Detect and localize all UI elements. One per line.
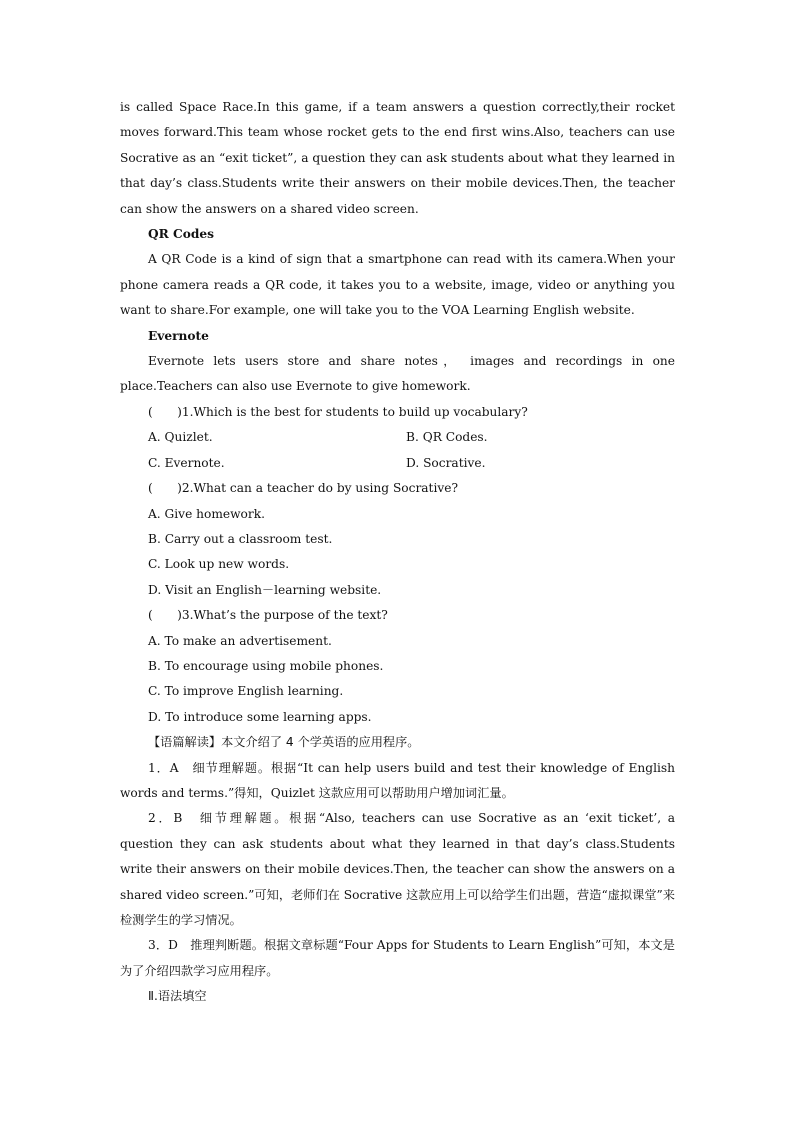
option-d: D. Visit an English－learning website.: [148, 582, 382, 597]
analysis-answer-3: 3．D 推理判断题。根据文章标题“Four Apps for Students to Learn English”可知，本文是为了介绍四款学习应用程序。: [120, 938, 675, 978]
question-2-stem: ( )2.What can a teacher do by using Socrative?: [148, 481, 458, 496]
document-page: [120, 95, 675, 1010]
option-c: C. Evernote.: [148, 455, 225, 470]
question-1-options-row-2: [120, 451, 675, 476]
section-heading-evernote: Evernote: [148, 328, 209, 343]
option-d: D. To introduce some learning apps.: [148, 709, 372, 724]
option-b: B. Carry out a classroom test.: [148, 531, 333, 546]
passage-paragraph-qr: A QR Code is a kind of sign that a smartphone can read with its camera.When your phone camera reads a QR code, it takes you to a website, image, video or anything you want to share.For example, one will take you to the VOA Learning English website.: [120, 252, 675, 318]
passage-paragraph-evernote: Evernote lets users store and share notes， images and recordings in one place.Teachers can also use Evernote to give homework.: [120, 354, 675, 394]
option-b: B. QR Codes.: [406, 430, 488, 445]
question-1-stem: ( )1.Which is the best for students to build up vocabulary?: [148, 404, 528, 419]
section-title-grammar-fill: Ⅱ.语法填空: [148, 989, 207, 1004]
option-b: B. To encourage using mobile phones.: [148, 658, 384, 673]
question-3-stem: ( )3.What’s the purpose of the text?: [148, 608, 388, 623]
passage-paragraph: is called Space Race.In this game, if a team answers a question correctly,their rocket moves forward.This team whose rocket gets to the end first wins.Also, teachers can use Socrative as an “exit ticket”, a question they can ask students about what they learned in that day’s class.Students write their answers on their mobile devices.Then, the teacher can show the answers on a shared video screen.: [120, 100, 675, 216]
option-a: A. Quizlet.: [148, 430, 213, 445]
analysis-heading: 【语篇解读】本文介绍了 4 个学英语的应用程序。: [148, 735, 420, 750]
option-a: A. To make an advertisement.: [148, 633, 332, 648]
section-heading-qr-codes: QR Codes: [148, 227, 214, 242]
option-c: C. To improve English learning.: [148, 684, 344, 699]
analysis-answer-1: 1．A 细节理解题。根据“It can help users build and test their knowledge of English words and terms.”得知，Quizlet 这款应用可以帮助用户增加词汇量。: [120, 760, 675, 800]
option-a: A. Give homework.: [148, 506, 265, 521]
question-1-options-row-1: [120, 425, 675, 450]
option-c: C. Look up new words.: [148, 557, 290, 572]
option-d: D. Socrative.: [406, 455, 486, 470]
analysis-answer-2: 2．B 细节理解题。根据“Also, teachers can use Socrative as an ‘exit ticket’, a question they can ask students about what they learned in that day’s class.Students write their answers on their mobile devices.Then, the teacher can show the answers on a shared video screen.”可知，老师们在 Socrative 这款应用上可以给学生们出题，营造“虚拟课堂”来检测学生的学习情况。: [120, 811, 675, 927]
